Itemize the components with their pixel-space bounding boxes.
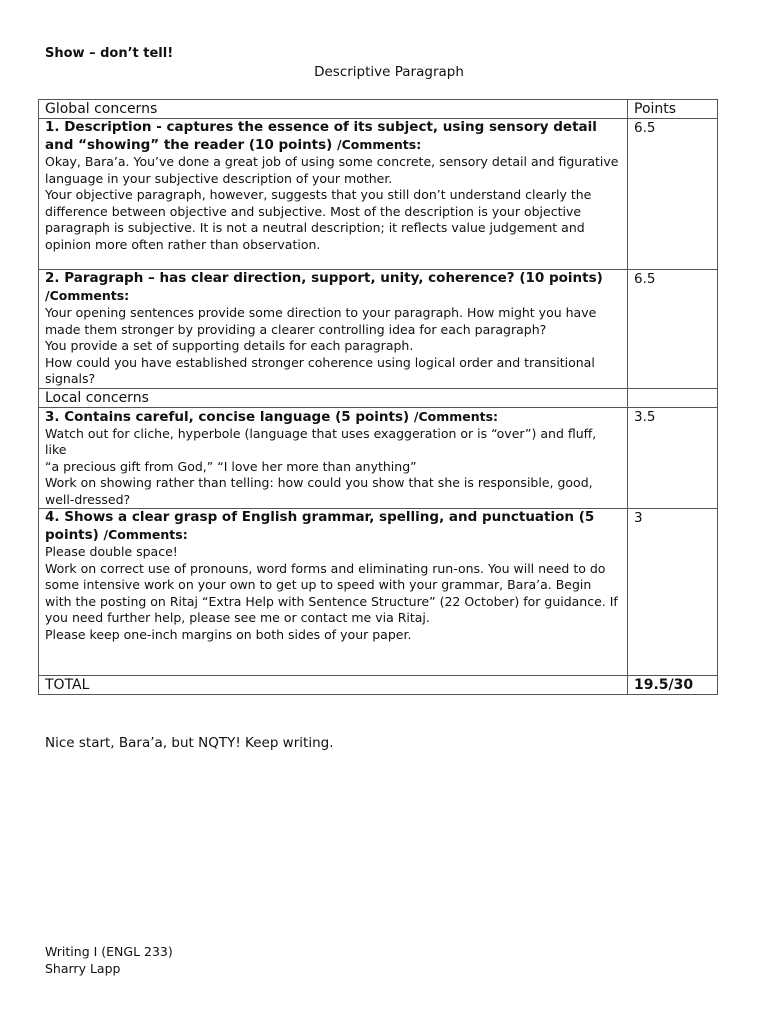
section-row	[39, 388, 718, 407]
criterion-comments	[45, 305, 621, 388]
criterion-comments	[45, 154, 621, 253]
table-header-row	[39, 100, 718, 119]
criterion-cell	[39, 270, 628, 389]
comment-line: How could you have established stronger coherence using logical order and transitional signals?	[45, 354, 595, 386]
criterion-title: 4. Shows a clear grasp of English grammar, spelling, and punctuation (5 points) /Comments:	[45, 509, 595, 543]
comment-line: You provide a set of supporting details for each paragraph.	[45, 338, 414, 353]
section-global-concerns: Global concerns	[39, 100, 628, 119]
criterion-title: 2. Paragraph – has clear direction, support, unity, coherence? (10 points) /Comments:	[45, 270, 603, 303]
comment-line: “a precious gift from God,” “I love her more than anything”	[45, 458, 417, 474]
comments-label: /Comments:	[337, 137, 422, 152]
criterion-row	[39, 119, 718, 270]
empty-points-cell	[628, 388, 718, 407]
criterion-comments	[45, 426, 621, 509]
comments-label: /Comments:	[45, 288, 130, 303]
total-row	[39, 676, 718, 695]
criterion-points: 3	[628, 509, 718, 676]
criterion-points: 6.5	[628, 270, 718, 389]
criterion-row	[39, 509, 718, 676]
total-label: TOTAL	[39, 676, 628, 695]
criterion-points: 3.5	[628, 407, 718, 509]
criterion-row	[39, 270, 718, 389]
comment-line: Work on showing rather than telling: how could you show that she is responsible, good, well-dressed?	[45, 475, 593, 507]
criterion-cell	[39, 407, 628, 509]
comments-label: /Comments:	[103, 527, 188, 542]
comment-line: Watch out for cliche, hyperbole (language that uses exaggeration or is “over”) and fluff, like	[45, 425, 597, 457]
comment-line: Your objective paragraph, however, suggests that you still don’t understand clearly the difference between objective and subjective. Most of the description is your objective paragraph is subjective. It is not a neutral description; it reflects value judgement and opinion more often rather than observation.	[45, 187, 592, 252]
comments-label: /Comments:	[413, 408, 499, 424]
page-title: Descriptive Paragraph	[314, 64, 464, 80]
course-name: Writing I (ENGL 233)	[45, 944, 173, 959]
criterion-title: 3. Contains careful, concise language (5 points) /Comments:	[45, 408, 499, 425]
section-local-concerns: Local concerns	[39, 388, 628, 407]
criterion-points: 6.5	[628, 119, 718, 270]
points-column-header: Points	[628, 100, 718, 119]
header-motto: Show – don’t tell!	[45, 46, 174, 61]
comment-line: Your opening sentences provide some direction to your paragraph. How might you have made them stronger by providing a clearer controlling idea for each paragraph?	[45, 305, 597, 337]
total-points: 19.5/30	[628, 676, 718, 695]
criterion-cell	[39, 509, 628, 676]
final-comment: Nice start, Bara’a, but NQTY! Keep writing.	[45, 735, 334, 751]
comment-line: Okay, Bara’a. You’ve done a great job of using some concrete, sensory detail and figurative language in your subjective description of your mother.	[45, 154, 619, 186]
comment-line: Please keep one-inch margins on both sides of your paper.	[45, 626, 412, 642]
footer	[45, 943, 173, 977]
criterion-row	[39, 407, 718, 509]
criterion-comments	[45, 544, 621, 643]
comment-line: Please double space!	[45, 544, 178, 559]
criterion-title: 1. Description - captures the essence of its subject, using sensory detail and “showing” the reader (10 points) /Comments:	[45, 119, 597, 153]
instructor-name: Sharry Lapp	[45, 961, 121, 976]
comment-line: Work on correct use of pronouns, word forms and eliminating run-ons. You will need to do some intensive work on your own to get up to speed with your grammar, Bara’a. Begin with the posting on Ritaj “Extra Help with Sentence Structure” (22 October) for guidance. If you need further help, please see me or contact me via Ritaj.	[45, 560, 618, 625]
criterion-cell	[39, 119, 628, 270]
rubric-table	[38, 99, 718, 695]
